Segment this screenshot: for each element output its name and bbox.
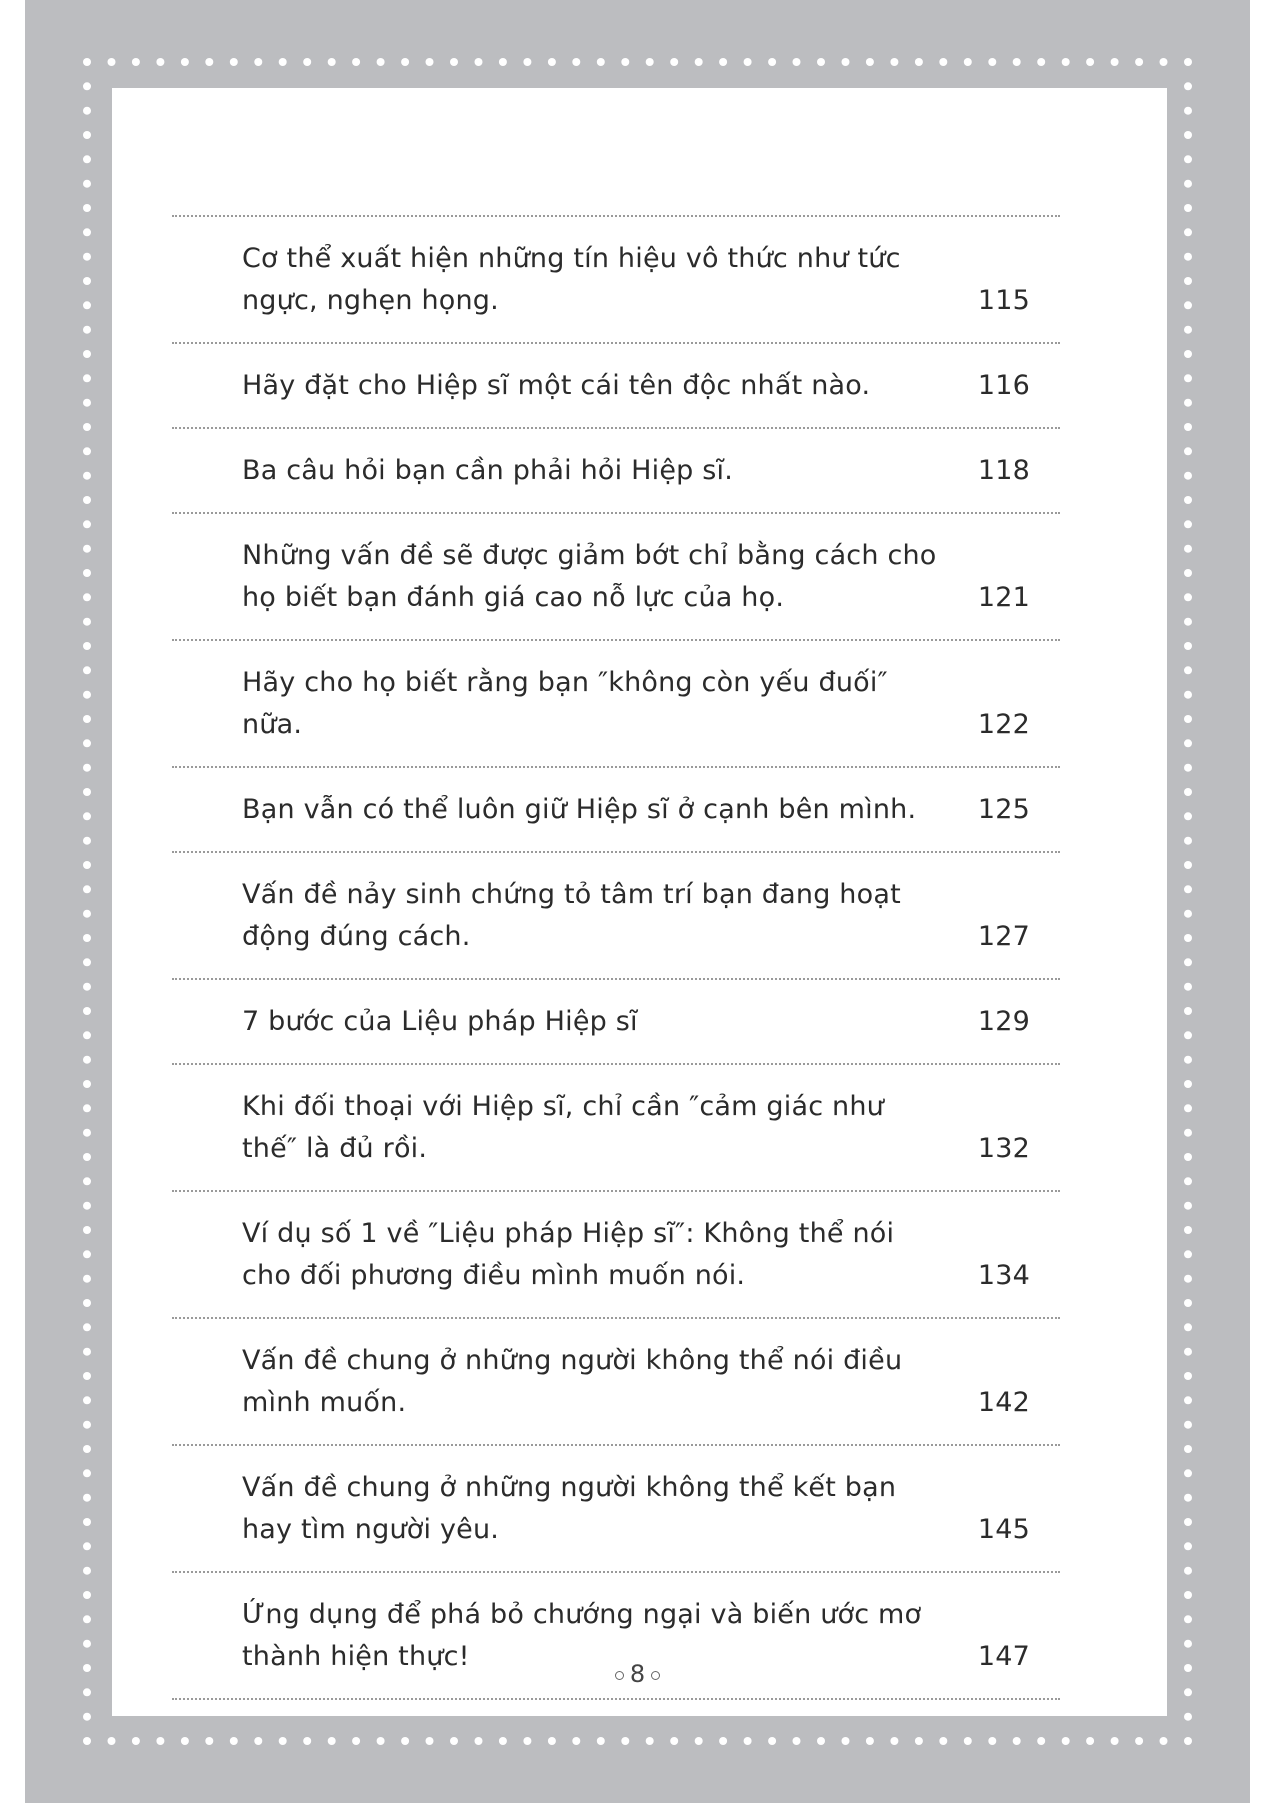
border-dot [83, 326, 91, 334]
toc-entry-page: 115 [977, 285, 1030, 316]
border-dot [1184, 1031, 1192, 1039]
toc-entry-page: 142 [977, 1387, 1030, 1418]
border-dot [719, 1737, 727, 1745]
table-of-contents [172, 215, 1060, 1700]
border-dot [450, 1737, 458, 1745]
border-dot [1184, 788, 1192, 796]
border-dot [1184, 350, 1192, 358]
toc-entry-title: Vấn đề nảy sinh chứng tỏ tâm trí bạn đang hoạt động đúng cách. [242, 879, 901, 952]
border-dot [426, 58, 434, 66]
border-dot [1184, 253, 1192, 261]
border-dot [1184, 1177, 1192, 1185]
border-dot [1184, 642, 1192, 650]
toc-entry[interactable] [172, 768, 1060, 851]
border-dot [303, 1737, 311, 1745]
toc-entry[interactable] [172, 344, 1060, 427]
border-dot [964, 1737, 972, 1745]
border-dot [83, 1056, 91, 1064]
border-dot [1086, 58, 1094, 66]
border-dot [793, 1737, 801, 1745]
toc-entry-title: Cơ thể xuất hiện những tín hiệu vô thức như tức ngực, nghẹn họng. [242, 243, 901, 316]
border-dot [83, 1713, 91, 1721]
border-dot [83, 1591, 91, 1599]
toc-entry[interactable] [172, 1319, 1060, 1444]
border-dot [1184, 1421, 1192, 1429]
border-dot [83, 545, 91, 553]
border-dot [1184, 593, 1192, 601]
border-dot [1160, 58, 1168, 66]
border-dot [1184, 983, 1192, 991]
border-dot [205, 58, 213, 66]
border-dot [1184, 423, 1192, 431]
toc-entry-title: Ứng dụng để phá bỏ chướng ngại và biến ước mơ thành hiện thực! [242, 1599, 922, 1672]
border-dot [621, 58, 629, 66]
border-dot [83, 885, 91, 893]
border-dot [132, 1737, 140, 1745]
border-dot [768, 1737, 776, 1745]
border-dot [83, 1372, 91, 1380]
border-dot [83, 764, 91, 772]
border-dot [1184, 1713, 1192, 1721]
border-dot [1184, 228, 1192, 236]
border-dot [83, 1518, 91, 1526]
border-dot [793, 58, 801, 66]
border-dot [964, 58, 972, 66]
border-dot [1184, 277, 1192, 285]
border-dot [83, 399, 91, 407]
border-dot [1135, 58, 1143, 66]
border-dot [83, 58, 91, 66]
border-dot [1184, 958, 1192, 966]
border-dot [988, 1737, 996, 1745]
border-dot [1184, 301, 1192, 309]
border-dot [1184, 1275, 1192, 1283]
border-dot [108, 1737, 116, 1745]
border-dot [744, 1737, 752, 1745]
border-dot [475, 1737, 483, 1745]
border-dot [1184, 1640, 1192, 1648]
toc-entry[interactable] [172, 1065, 1060, 1190]
circle-ornament-icon [651, 1671, 660, 1680]
border-dot [597, 1737, 605, 1745]
border-dot [1184, 131, 1192, 139]
border-dot [83, 1323, 91, 1331]
border-dot [83, 1348, 91, 1356]
border-dot [83, 691, 91, 699]
border-dot [646, 1737, 654, 1745]
border-dot [1184, 1007, 1192, 1015]
border-dot [1184, 1567, 1192, 1575]
toc-entry-title: Những vấn đề sẽ được giảm bớt chỉ bằng cách cho họ biết bạn đánh giá cao nỗ lực của họ. [242, 540, 937, 613]
border-dot [83, 1007, 91, 1015]
border-dot [83, 496, 91, 504]
border-dot [1184, 837, 1192, 845]
border-dot [670, 1737, 678, 1745]
border-dot [83, 1542, 91, 1550]
border-dot [842, 58, 850, 66]
border-dot [352, 58, 360, 66]
border-dot [83, 739, 91, 747]
border-dot [83, 472, 91, 480]
border-dot [83, 155, 91, 163]
border-dot [230, 1737, 238, 1745]
border-dot [1184, 204, 1192, 212]
border-dot [254, 58, 262, 66]
border-dot [1184, 1348, 1192, 1356]
border-dot [1184, 545, 1192, 553]
border-dot [1184, 666, 1192, 674]
border-dot [548, 1737, 556, 1745]
border-dot [1184, 326, 1192, 334]
border-dot [83, 1250, 91, 1258]
border-dot [1184, 934, 1192, 942]
border-dot [1184, 496, 1192, 504]
border-dot [621, 1737, 629, 1745]
border-dot [1184, 374, 1192, 382]
border-dot [866, 58, 874, 66]
border-dot [83, 1031, 91, 1039]
border-dot [156, 1737, 164, 1745]
border-dot [83, 1299, 91, 1307]
border-dot [695, 1737, 703, 1745]
border-dot [1184, 812, 1192, 820]
border-dot [83, 1177, 91, 1185]
border-dot [1184, 447, 1192, 455]
border-dot [1184, 861, 1192, 869]
border-dot [523, 58, 531, 66]
toc-entry[interactable] [172, 429, 1060, 512]
border-dot [719, 58, 727, 66]
border-dot [890, 1737, 898, 1745]
border-dot [328, 58, 336, 66]
border-dot [181, 1737, 189, 1745]
border-dot [83, 374, 91, 382]
border-dot [377, 58, 385, 66]
border-dot [83, 1421, 91, 1429]
border-dot [83, 1494, 91, 1502]
toc-entry-page: 147 [977, 1641, 1030, 1672]
border-dot [1184, 1615, 1192, 1623]
border-dot [83, 301, 91, 309]
border-dot [1184, 1591, 1192, 1599]
toc-entry-page: 129 [977, 1006, 1030, 1037]
border-dot [1184, 1396, 1192, 1404]
border-dot [426, 1737, 434, 1745]
border-dot [842, 1737, 850, 1745]
border-dot [1184, 1518, 1192, 1526]
border-dot [1184, 1445, 1192, 1453]
border-dot [744, 58, 752, 66]
border-dot [572, 1737, 580, 1745]
border-dot [83, 1469, 91, 1477]
border-dot [1184, 1299, 1192, 1307]
border-dot [1111, 1737, 1119, 1745]
border-dot [254, 1737, 262, 1745]
border-dot [401, 1737, 409, 1745]
border-dot [83, 423, 91, 431]
border-dot [83, 1615, 91, 1623]
border-dot [1135, 1737, 1143, 1745]
border-dot [83, 1202, 91, 1210]
border-dot [83, 861, 91, 869]
border-dot [83, 1737, 91, 1745]
border-dot [230, 58, 238, 66]
border-dot [475, 58, 483, 66]
dotted-divider [172, 1698, 1060, 1700]
border-dot [1184, 1494, 1192, 1502]
border-dot [83, 1153, 91, 1161]
border-dot [83, 1688, 91, 1696]
border-dot [352, 1737, 360, 1745]
border-dot [1184, 1737, 1192, 1745]
border-dot [1013, 1737, 1021, 1745]
border-dot [83, 666, 91, 674]
border-dot [83, 1080, 91, 1088]
border-dot [83, 1104, 91, 1112]
border-dot [988, 58, 996, 66]
border-dot [83, 958, 91, 966]
border-dot [695, 58, 703, 66]
border-dot [108, 58, 116, 66]
toc-entry-page: 121 [977, 582, 1030, 613]
border-dot [890, 58, 898, 66]
page-number [0, 1660, 1275, 1688]
border-dot [83, 983, 91, 991]
border-dot [1184, 618, 1192, 626]
border-dot [1086, 1737, 1094, 1745]
border-dot [1184, 1129, 1192, 1137]
border-dot [83, 837, 91, 845]
toc-entry-page: 134 [977, 1260, 1030, 1291]
border-dot [83, 1445, 91, 1453]
border-dot [817, 1737, 825, 1745]
border-dot [279, 58, 287, 66]
border-dot [1184, 399, 1192, 407]
toc-entry-title: Vấn đề chung ở những người không thể kết bạn hay tìm người yêu. [242, 1472, 897, 1545]
border-dot [646, 58, 654, 66]
border-dot [83, 180, 91, 188]
border-dot [83, 447, 91, 455]
border-dot [205, 1737, 213, 1745]
border-dot [1184, 569, 1192, 577]
border-dot [523, 1737, 531, 1745]
border-dot [132, 58, 140, 66]
border-dot [83, 642, 91, 650]
toc-entry-title: Vấn đề chung ở những người không thể nói điều mình muốn. [242, 1345, 903, 1418]
border-dot [450, 58, 458, 66]
border-dot [83, 520, 91, 528]
toc-entry-page: 122 [977, 709, 1030, 740]
toc-entry-title: Bạn vẫn có thể luôn giữ Hiệp sĩ ở cạnh bên mình. [242, 794, 917, 825]
border-dot [1184, 1469, 1192, 1477]
toc-entry-title: 7 bước của Liệu pháp Hiệp sĩ [242, 1006, 638, 1037]
border-dot [1184, 1250, 1192, 1258]
toc-entry[interactable] [172, 641, 1060, 766]
border-dot [866, 1737, 874, 1745]
border-dot [83, 715, 91, 723]
border-dot [1184, 910, 1192, 918]
border-dot [83, 1275, 91, 1283]
toc-entry-page: 116 [977, 370, 1030, 401]
border-dot [156, 58, 164, 66]
toc-entry[interactable] [172, 1192, 1060, 1317]
toc-entry-page: 132 [977, 1133, 1030, 1164]
toc-entry-page: 145 [977, 1514, 1030, 1545]
toc-entry-page: 125 [977, 794, 1030, 825]
border-dot [1184, 691, 1192, 699]
border-dot [548, 58, 556, 66]
border-dot [1184, 715, 1192, 723]
border-dot [1184, 155, 1192, 163]
border-dot [83, 1640, 91, 1648]
border-dot [1184, 1372, 1192, 1380]
border-dot [1184, 472, 1192, 480]
border-dot [1160, 1737, 1168, 1745]
border-dot [499, 58, 507, 66]
border-dot [83, 569, 91, 577]
toc-entry[interactable] [172, 853, 1060, 978]
border-dot [1184, 1104, 1192, 1112]
border-dot [1184, 1323, 1192, 1331]
toc-entry-page: 118 [977, 455, 1030, 486]
border-dot [401, 58, 409, 66]
border-dot [1184, 58, 1192, 66]
border-dot [83, 82, 91, 90]
border-dot [328, 1737, 336, 1745]
border-dot [83, 204, 91, 212]
border-dot [939, 58, 947, 66]
border-dot [1184, 107, 1192, 115]
border-dot [915, 58, 923, 66]
border-dot [83, 228, 91, 236]
border-dot [1184, 1153, 1192, 1161]
border-dot [1184, 739, 1192, 747]
page-number-value: 8 [629, 1660, 646, 1688]
toc-entry-title: Hãy đặt cho Hiệp sĩ một cái tên độc nhất nào. [242, 370, 871, 401]
toc-entry-page: 127 [977, 921, 1030, 952]
border-dot [1013, 58, 1021, 66]
border-dot [597, 58, 605, 66]
border-dot [1184, 520, 1192, 528]
toc-entry-title: Ví dụ số 1 về ″Liệu pháp Hiệp sĩ″: Không thể nói cho đối phương điều mình muốn nói. [242, 1218, 895, 1291]
border-dot [1184, 1080, 1192, 1088]
border-dot [83, 253, 91, 261]
border-dot [83, 1567, 91, 1575]
toc-entry[interactable] [172, 980, 1060, 1063]
border-dot [1037, 1737, 1045, 1745]
border-dot [303, 58, 311, 66]
border-dot [1184, 885, 1192, 893]
border-dot [377, 1737, 385, 1745]
border-dot [572, 58, 580, 66]
toc-entry-title: Hãy cho họ biết rằng bạn ″không còn yếu đuối″ nữa. [242, 667, 888, 740]
border-dot [83, 788, 91, 796]
toc-entry-title: Khi đối thoại với Hiệp sĩ, chỉ cần ″cảm giác như thế″ là đủ rồi. [242, 1091, 884, 1164]
border-dot [1111, 58, 1119, 66]
border-dot [83, 934, 91, 942]
border-dot [83, 1129, 91, 1137]
border-dot [83, 1396, 91, 1404]
border-dot [83, 812, 91, 820]
border-dot [670, 58, 678, 66]
border-dot [1062, 58, 1070, 66]
border-dot [1184, 1056, 1192, 1064]
border-dot [939, 1737, 947, 1745]
border-dot [915, 1737, 923, 1745]
border-dot [817, 58, 825, 66]
border-dot [83, 107, 91, 115]
border-dot [279, 1737, 287, 1745]
border-dot [83, 350, 91, 358]
border-dot [1184, 1202, 1192, 1210]
border-dot [1184, 1688, 1192, 1696]
border-dot [83, 618, 91, 626]
toc-entry[interactable] [172, 217, 1060, 342]
border-dot [83, 277, 91, 285]
border-dot [1184, 180, 1192, 188]
border-dot [1037, 58, 1045, 66]
toc-entry-title: Ba câu hỏi bạn cần phải hỏi Hiệp sĩ. [242, 455, 733, 486]
border-dot [1184, 1542, 1192, 1550]
border-dot [83, 910, 91, 918]
border-dot [83, 1226, 91, 1234]
border-dot [83, 593, 91, 601]
toc-entry[interactable] [172, 514, 1060, 639]
border-dot [768, 58, 776, 66]
border-dot [1184, 1226, 1192, 1234]
border-dot [1062, 1737, 1070, 1745]
border-dot [1184, 82, 1192, 90]
border-dot [83, 131, 91, 139]
border-dot [1184, 764, 1192, 772]
toc-entry[interactable] [172, 1446, 1060, 1571]
border-dot [499, 1737, 507, 1745]
border-dot [181, 58, 189, 66]
circle-ornament-icon [615, 1671, 624, 1680]
